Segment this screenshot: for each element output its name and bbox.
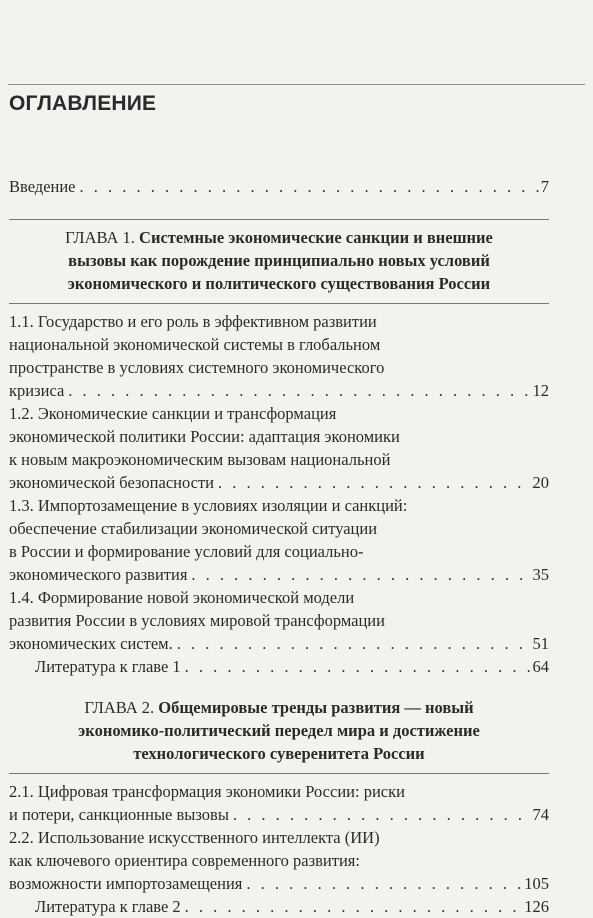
dot-leader xyxy=(181,895,525,918)
section-line: национальной экономической системы в глобальном xyxy=(9,335,381,354)
section-line: экономического развития xyxy=(9,565,188,584)
chapter-heading-2[interactable] xyxy=(9,696,549,765)
chapter-title-line: экономико-политический передел мира и достижение xyxy=(78,721,480,740)
toc-page-number: 51 xyxy=(532,634,549,653)
dot-leader xyxy=(181,655,533,678)
chapter-number: ГЛАВА 1. xyxy=(65,228,135,247)
dot-leader xyxy=(214,471,533,494)
toc-page-number: 12 xyxy=(532,381,549,400)
page-title: ОГЛАВЛЕНИЕ xyxy=(9,92,157,115)
dot-leader xyxy=(173,632,533,655)
section-line: 2.2. Использование искусственного интеллекта (ИИ) xyxy=(9,828,380,847)
toc-section-1-3[interactable] xyxy=(9,494,549,586)
toc-section-1-1[interactable] xyxy=(9,310,549,402)
dot-leader xyxy=(242,872,524,895)
chapter-heading-1[interactable] xyxy=(9,226,549,295)
chapter-title-line: Общемировые тренды развития — новый xyxy=(158,698,474,717)
chapter-number: ГЛАВА 2. xyxy=(84,698,155,717)
section-line: 2.1. Цифровая трансформация экономики России: риски xyxy=(9,782,405,801)
header-rule xyxy=(8,84,585,85)
toc-entry-intro[interactable] xyxy=(9,175,549,198)
chapter-title-line: технологического суверенитета России xyxy=(133,744,425,763)
section-line: экономических систем. xyxy=(9,634,173,653)
toc-literature-1[interactable] xyxy=(9,655,549,678)
dot-leader xyxy=(187,563,532,586)
dot-leader xyxy=(229,803,533,826)
chapter-divider xyxy=(9,773,549,774)
section-line: 1.4. Формирование новой экономической модели xyxy=(9,588,355,607)
toc-section-1-2[interactable] xyxy=(9,402,549,494)
section-line: 1.2. Экономические санкции и трансформация xyxy=(9,404,337,423)
table-of-contents xyxy=(9,175,549,918)
chapter-title-line: Системные экономические санкции и внешние xyxy=(139,228,493,247)
chapter-divider xyxy=(9,219,549,220)
section-line: и потери, санкционные вызовы xyxy=(9,805,229,824)
toc-section-2-1[interactable] xyxy=(9,780,549,826)
toc-section-1-4[interactable] xyxy=(9,586,549,655)
section-line: развития России в условиях мировой трансформации xyxy=(9,611,385,630)
section-line: экономической безопасности xyxy=(9,473,214,492)
dot-leader xyxy=(76,175,541,198)
toc-page-number: 7 xyxy=(540,177,549,196)
section-line: возможности импортозамещения xyxy=(9,874,243,893)
section-line: кризиса xyxy=(9,381,65,400)
chapter-title-line: экономического и политического существования России xyxy=(67,274,491,293)
section-line: пространстве в условиях системного экономического xyxy=(9,358,385,377)
toc-page-number: 126 xyxy=(524,897,549,916)
toc-page-number: 35 xyxy=(532,565,549,584)
dot-leader xyxy=(64,379,532,402)
toc-literature-2[interactable] xyxy=(9,895,549,918)
section-line: к новым макроэкономическим вызовам национальной xyxy=(9,450,391,469)
toc-page-number: 20 xyxy=(532,473,549,492)
section-line: 1.3. Импортозамещение в условиях изоляции и санкций: xyxy=(9,496,408,515)
toc-entry-label: Литература к главе 1 xyxy=(35,657,181,676)
section-line: обеспечение стабилизации экономической ситуации xyxy=(9,519,378,538)
section-line: 1.1. Государство и его роль в эффективном развитии xyxy=(9,312,377,331)
toc-page-number: 74 xyxy=(532,805,549,824)
toc-entry-label: Введение xyxy=(9,177,76,196)
toc-section-2-2[interactable] xyxy=(9,826,549,895)
section-line: как ключевого ориентира современного развития: xyxy=(9,851,360,870)
chapter-title-line: вызовы как порождение принципиально новых условий xyxy=(68,251,490,270)
toc-page-number: 64 xyxy=(532,657,549,676)
toc-page-number: 105 xyxy=(524,874,549,893)
chapter-divider xyxy=(9,303,549,304)
section-line: экономической политики России: адаптация экономики xyxy=(9,427,400,446)
toc-entry-label: Литература к главе 2 xyxy=(35,897,181,916)
section-line: в России и формирование условий для социально- xyxy=(9,542,364,561)
